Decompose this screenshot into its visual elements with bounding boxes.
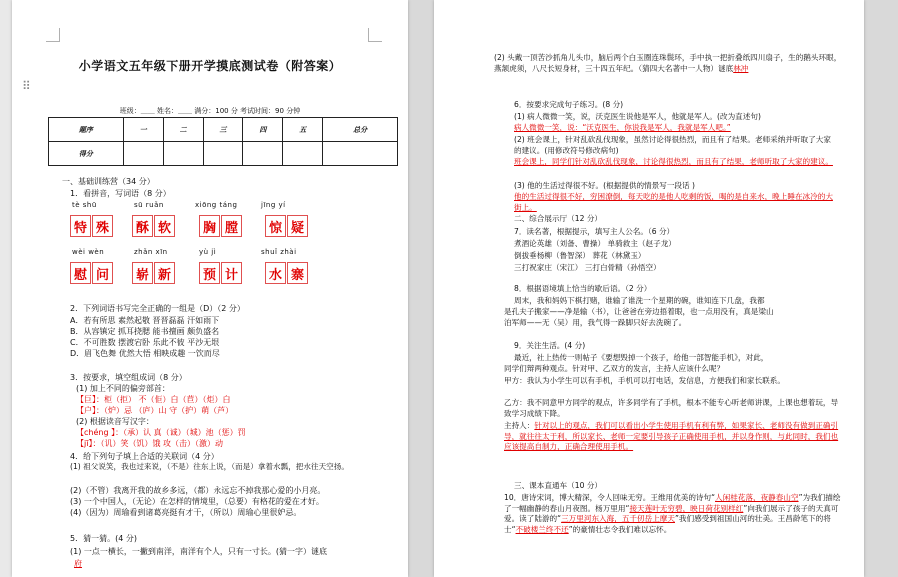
paragraph: 甲方：我认为小学生可以有手机，手机可以打电话，发信息，方便我们和家长联系。 xyxy=(504,376,785,385)
table-cell: 二 xyxy=(163,118,203,142)
answer-box[interactable]: 特 殊 xyxy=(70,215,114,237)
section-heading: 一、基础训练营（34 分） xyxy=(62,177,155,186)
table-cell[interactable] xyxy=(283,142,323,166)
answer-line: 倒拔垂杨柳（鲁智深） 葬花（林黛玉） xyxy=(514,251,646,260)
pinyin: jīng yí xyxy=(261,201,286,209)
pinyin: sū ruǎn xyxy=(134,201,164,209)
option: C．不可胜数 摆渡宕卧 乐此不彼 平沙无垠 xyxy=(70,338,220,347)
drag-handle-icon[interactable]: ⠿ xyxy=(22,79,32,93)
answer: 班会课上，同学们针对乱砍乱伐现象，讨论得很热烈，而且有了结果，老师听取了大家的建议。 xyxy=(514,157,833,166)
section-heading: 三、课本直通车（10 分） xyxy=(514,481,603,490)
sub-question: (2)（不管）我离开我的故乡多远，（都）永远忘不掉我那心爱的小月亮。 xyxy=(70,486,326,495)
pinyin: shuǐ zhài xyxy=(261,248,297,256)
table-cell: 得分 xyxy=(49,142,124,166)
answer: 他的生活过得很不好，穷困潦倒，每天吃的是他人吃剩的饭，喝的是自来水，晚上睡在冰冷的大街上。 xyxy=(514,192,833,212)
answer: 病人微微一笑，说：“沃克医生，你说我是军人，我就是军人吧。” xyxy=(514,123,731,132)
question: 2．下列词语书写完全正确的一组是（D）（2 分） xyxy=(70,304,245,313)
margin-corner xyxy=(368,28,382,42)
paragraph: 是孔夫子搬家——净是输（书），让爸爸在旁边捂着眼，也一点用没有，真是梁山 xyxy=(504,307,774,316)
section-heading: 二、综合展示厅（12 分） xyxy=(514,214,603,223)
page-gap xyxy=(408,0,434,577)
answer-line: 三打祝家庄（宋江） 三打白骨精（孙悟空） xyxy=(514,263,661,272)
sub-question: (1) 祖父说笑，我也过来说，（不是）往东上说，（而是）拿着水瓢，把水往天空扬。 xyxy=(70,462,349,471)
sub-question: (1) 病人微微一笑，说，沃克医生说他是军人，他就是军人。(改为直述句) xyxy=(514,112,761,121)
page-gap-right xyxy=(864,0,898,577)
score-table xyxy=(48,117,398,166)
table-row xyxy=(49,142,398,166)
table-cell[interactable] xyxy=(323,142,398,166)
answer-line: 【chéng 】：（承）认 真（诚）（城）池（惩）罚 xyxy=(76,428,246,437)
sub-question: (3) 他的生活过得很不好。(根据提供的情景写一段话 ) xyxy=(514,181,695,190)
paragraph: 乙方：我不同意甲方同学的观点，许多同学有了手机，根本不能专心听老师讲课，上课也想着玩，导致学习成绩下降。 xyxy=(504,398,839,418)
table-cell[interactable] xyxy=(163,142,203,166)
document-page-1 xyxy=(12,0,408,577)
answer-box[interactable]: 崭 新 xyxy=(132,262,176,284)
answer-box[interactable]: 水 寨 xyxy=(265,262,309,284)
question: 8．根据语境填上恰当的歇后语。（2 分） xyxy=(514,284,652,293)
question: 6．按要求完成句子练习。(8 分) xyxy=(514,100,624,109)
table-cell: 五 xyxy=(283,118,323,142)
sub-question: (1) 一点一横长，一撇到南洋，南洋有个人，只有一寸长。(猜一字）谜底 xyxy=(70,547,327,556)
sub-question: (2) 根据读音写汉字： xyxy=(76,417,154,426)
option: D．眉飞色舞 优然大悟 相映成趣 一饮而尽 xyxy=(70,349,220,358)
question: 5．猜一猜。(4 分) xyxy=(70,534,137,543)
answer-box[interactable]: 酥 软 xyxy=(132,215,176,237)
table-cell: 总分 xyxy=(323,118,398,142)
question: 9．关注生活。(4 分) xyxy=(514,341,586,350)
question: 3．按要求，填空组成词（8 分） xyxy=(70,373,187,382)
pinyin: yù jì xyxy=(199,248,217,256)
paragraph: 周末，我和妈妈下棋打赌，谁输了谁洗一个星期的碗，谁知连下几盘，我都 xyxy=(514,296,765,305)
table-cell[interactable] xyxy=(243,142,283,166)
table-cell: 四 xyxy=(243,118,283,142)
sub-question: (1) 加上不同的偏旁部首： xyxy=(76,384,170,393)
pinyin: wèi wèn xyxy=(72,248,105,256)
pinyin: xiōng táng xyxy=(195,201,238,209)
pinyin: zhǎn xīn xyxy=(134,248,168,256)
question: 1．看拼音，写词语（8 分） xyxy=(70,189,171,198)
paragraph: (2) 头戴一顶苦沙抓角儿头巾，脑后两个白玉圈连珠鬓环，手中执一把折叠纸四川扇子，生的鹅头环眼，燕颔虎须，八尺长短身材，三十四五年纪。（猜四大名著中一人物）谜底林冲 xyxy=(494,53,842,73)
answer-line: 煮酒论英雄（刘备、曹操） 单骑救主（赵子龙） xyxy=(514,239,676,248)
answer-box[interactable]: 慰 问 xyxy=(70,262,114,284)
sub-question: (3) 一个中国人，（无论）在怎样的情境里，（总要）有格花的爱在才好。 xyxy=(70,497,324,506)
document-page-2 xyxy=(434,0,864,577)
question: 4．给下列句子填上合适的关联词（4 分） xyxy=(70,452,219,461)
option: A．若有所思 素然起敬 晋晋磊磊 汗如雨下 xyxy=(70,316,220,325)
sub-question: (2) 班会课上，针对乱砍乱伐现象，虽然讨论得很热烈，而且有了结果。老师采纳并听取了大家的建议。(用修改符号修改病句) xyxy=(514,135,831,155)
sub-question: (4)（因为）周瑜看到诸葛亮挺有才干，（所以）周瑜心里很妒忌。 xyxy=(70,508,302,517)
paragraph: 10．唐诗宋词，博大精深，令人回味无穷。王维用优美的诗句“人闲桂花落，夜静春山空”为我们描绘了一幅幽静的春山月夜图。杨万里用“接天莲叶无穷碧，映日荷花别样红”向我们展示了孩子的天真可爱。读了陆游的“三万里河东入海，五千仞岳上摩天”我们感受到祖国山河的壮美。王昌龄笔下的将士“不破楼兰终不还”的豪情壮志令我们难以忘怀。 xyxy=(504,493,841,534)
paragraph: 同学们辩两种观点。针对甲、乙双方的发言，主持人应该什么呢？ xyxy=(504,364,725,373)
answer: 府 xyxy=(74,559,82,568)
answer-line: 【巨】：柜（拒） 不（佢）白（苣）（炬）白 xyxy=(76,395,231,404)
table-cell[interactable] xyxy=(123,142,163,166)
pinyin: tè shū xyxy=(72,201,97,209)
exam-info: 班级：＿＿ 姓名：＿＿ 满分：100 分 考试时间：90 分钟 xyxy=(119,107,301,115)
option: B．从容镇定 抓耳挠腮 能书擅画 颇负盛名 xyxy=(70,327,220,336)
question: 7．读名著，根据提示，填写主人公名。（6 分） xyxy=(514,227,675,236)
table-row xyxy=(49,118,398,142)
paragraph: 最近，社上热传一则帖子《要想毁掉一个孩子，给他一部智能手机》，对此， xyxy=(514,353,769,362)
answer-box[interactable]: 惊 疑 xyxy=(265,215,309,237)
margin-corner xyxy=(46,28,60,42)
answer-box[interactable]: 预 计 xyxy=(199,262,243,284)
answer-line: 【jī】：（讥）笑（饥）饿 攻（击）（激）动 xyxy=(76,439,223,448)
table-cell: 一 xyxy=(123,118,163,142)
page-title: 小学语文五年级下册开学摸底测试卷（附答案） xyxy=(78,59,342,73)
table-cell: 题序 xyxy=(49,118,124,142)
table-cell[interactable] xyxy=(203,142,243,166)
paragraph: 主持人：针对以上的观点，我们可以看出小学生使用手机有利有弊，如果家长、老师没有做到正确引导，就往往太于利，所以家长、老师一定要引导孩子正确使用手机，并以身作则，与此同时，我们也应该提高自制力，正确合理使用手机。 xyxy=(504,421,839,452)
paragraph: 泊军师——无（吴）用，我气得一跺脚只好去洗碗了。 xyxy=(504,318,687,327)
table-cell: 三 xyxy=(203,118,243,142)
answer-line: 【户】：（炉）忌 （庐）山 守（护）萌（芦） xyxy=(76,406,234,415)
answer-box[interactable]: 胸 膛 xyxy=(199,215,243,237)
